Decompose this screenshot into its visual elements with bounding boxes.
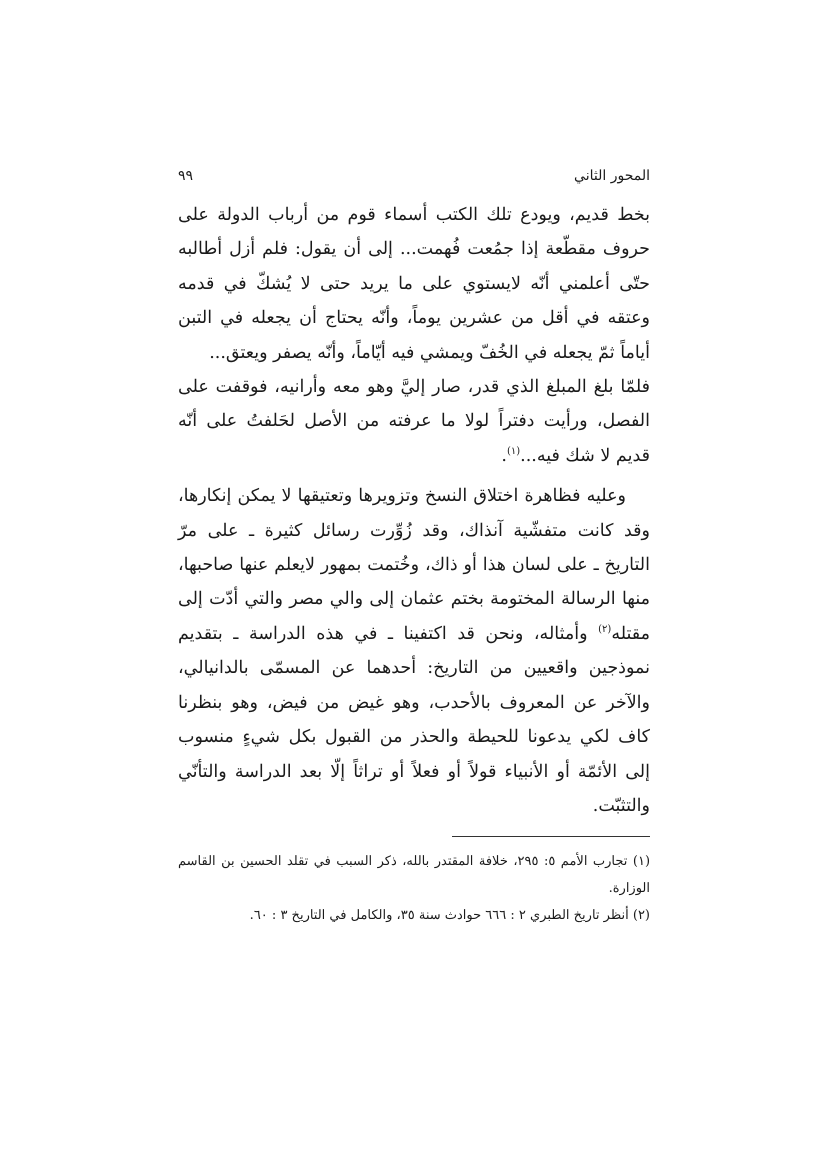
paragraph-text: وأمثاله، ونحن قد اكتفينا ـ في هذه الدراسة ـ بتقديم نموذجين واقعيين من التاريخ: أحدهما عن المسمّى بالدانيالي، والآخر عن المعروف بالأحدب، وهو غيض من فيض، وهو بنظرنا كاف لكي يدعونا للحيطة والحذر من القبول بكل شيءٍ منسوب إلى الأئمّة أو الأنبياء قولاً أو فعلاً أو تراثاً إلّا بعد الدراسة والتأنّي والتثبّت. [178,623,650,816]
footnote-1: (١) تجارب الأمم ٥: ٢٩٥، خلافة المقتدر بالله، ذكر السبب في تقلد الحسين بن القاسم الوزارة. [178,854,651,896]
quote-text: بخط قديم، ويودع تلك الكتب أسماء قوم من أرباب الدولة على حروف مقطّعة إذا جمُعت فُهمت... إلى أن يقول: فلم أزل أطالبه حتّى أعلمني أنّه لايستوي على ما يريد حتى لا يُشكّ في قدمه وعتقه في أقل من عشرين يوماً، وأنّه يحتاج أن يجعله في التبن أياماً ثمّ يجعله في الخُفّ ويمشي فيه أيّاماً، وأنّه يصفر ويعتق... [178,205,650,363]
main-paragraph [178,479,650,823]
paragraph [178,479,650,823]
quote-paragraph [178,198,650,370]
running-header [178,164,650,188]
chapter-title: المحور الثاني [574,168,650,184]
footnote-ref-1[interactable]: (١) [506,446,521,458]
quote-text: فلمّا بلغ المبلغ الذي قدر، صار إليَّ وهو معه وأرانيه، فوقفت على الفصل، ورأيت دفتراً لولا ما عرفته من الأصل لحَلفتُ على أنّه قديم لا شك فيه... [178,377,650,466]
footnote-ref-2[interactable]: (٢) [598,624,612,636]
quote-paragraph [178,370,650,473]
footnote-separator [452,836,650,837]
paragraph-text: وعليه فظاهرة اختلاق النسخ وتزويرها وتعتيقها لا يمكن إنكارها، وقد كانت متفشّية آنذاك، وقد زُوِّرت رسائل كثيرة ـ على مرّ التاريخ ـ على لسان هذا أو ذاك، وخُتمت بمهور لايعلم عنها صاحبها، منها الرسالة المختومة بختم عثمان إلى والي مصر والتي أدّت إلى مقتله [178,486,650,644]
footnote-2: (٢) أنظر تاريخ الطبري ٢ : ٦٦٦ حوادث سنة ٣٥، والكامل في التاريخ ٣ : ٦٠. [249,908,650,923]
quote-end: . [501,445,507,466]
page-number: ٩٩ [178,168,194,184]
quoted-passage [178,198,650,473]
footnotes [178,848,650,929]
body-text [178,198,650,823]
